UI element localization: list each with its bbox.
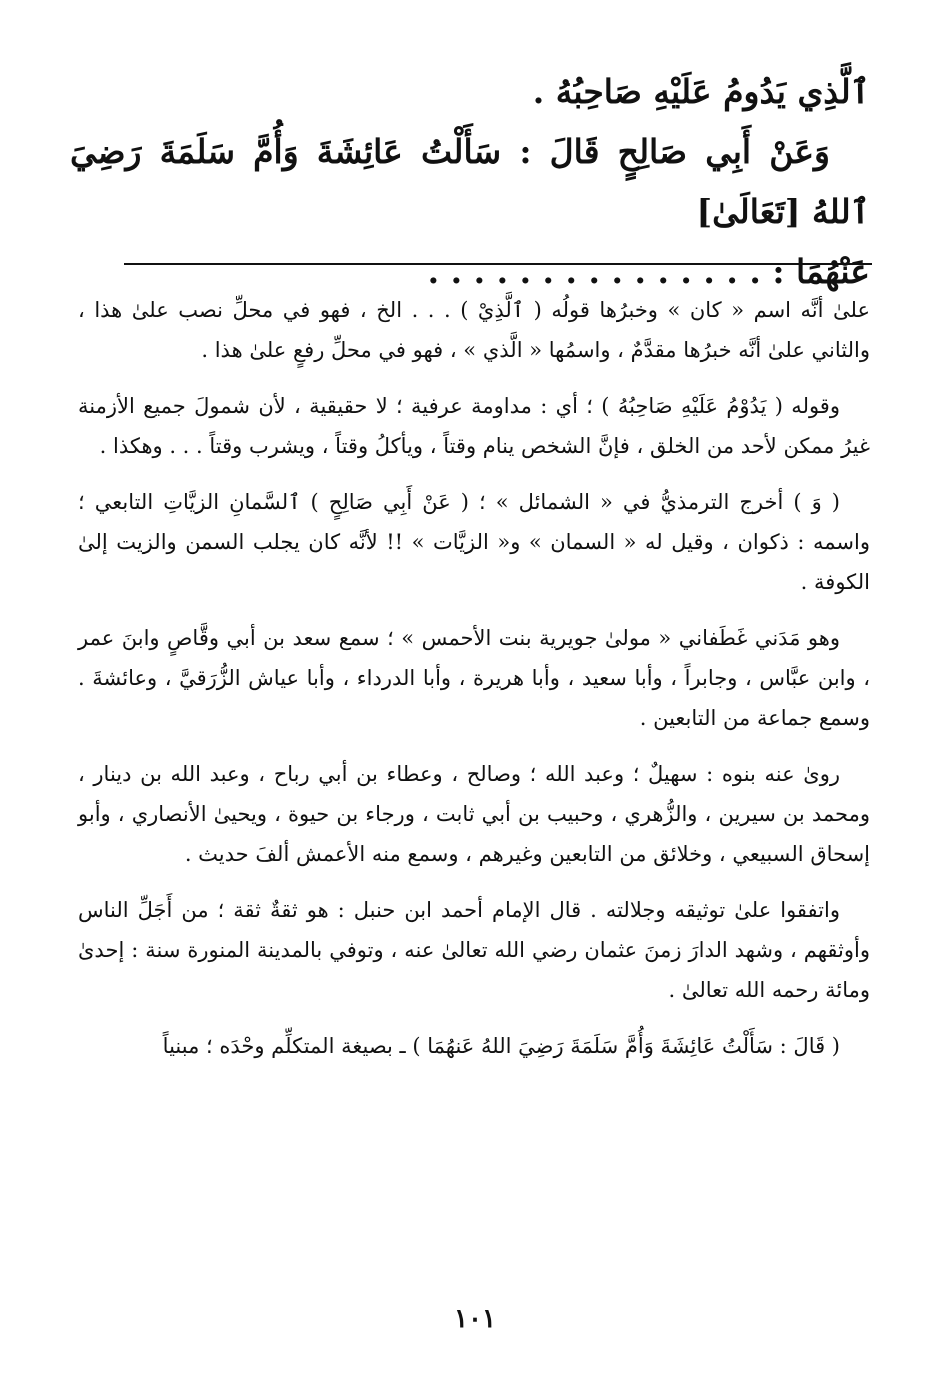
page-number: ١٠١ bbox=[454, 1304, 496, 1334]
commentary-paragraph: واتفقوا علىٰ توثيقه وجلالته . قال الإمام أحمد ابن حنبل : هو ثقةٌ ثقة ؛ من أَجَلِّ الناس وأوثقهم ، وشهد الدارَ زمنَ عثمان رضي الله تعالىٰ عنه ، وتوفي بالمدينة المنورة سنة : إحدىٰ ومائة رحمه الله تعالىٰ . bbox=[78, 898, 870, 1002]
commentary-paragraph: علىٰ أنَّه اسم « كان » وخبرُها قولُه ( ٱلَّذِيْ ) . . . الخ ، فهو في محلِّ نصب علىٰ هذا ، والثاني علىٰ أنَّه خبرُها مقدَّمٌ ، واسمُها « الَّذي » ، فهو في محلِّ رفعٍ علىٰ هذا . bbox=[78, 298, 870, 362]
commentary-paragraph: وهو مَدَني غَطَفاني « مولىٰ جويرية بنت الأحمس » ؛ سمع سعد بن أبي وقَّاصٍ وابنَ عمر ، وابن عبَّاس ، وجابراً ، وأبا سعيد ، وأبا هريرة ، وأبا الدرداء ، وأبا عياش الزُّرَقيَّ ، وعائشةَ . وسمع جماعة من التابعين . bbox=[78, 626, 870, 730]
commentary-text bbox=[78, 290, 870, 1066]
main-text-line-3: عَنْهُمَا : . . . . . . . . . . . . . . . bbox=[427, 252, 870, 291]
commentary-paragraph: ( قَالَ : سَأَلْتُ عَائِشَةَ وَأُمَّ سَلَمَةَ رَضِيَ اللهُ عَنهُمَا ) ـ بصيغة المتكلِّم وحْدَه ؛ مبنياً bbox=[162, 1034, 840, 1058]
commentary-paragraph: وقوله ( يَدُوْمُ عَلَيْهِ صَاحِبُهُ ) ؛ أي : مداومة عرفية ؛ لا حقيقية ، لأن شمولَ جميع الأزمنة غيرُ ممكن لأحد من الخلق ، فإنَّ الشخص ينام وقتاً ، ويأكلُ وقتاً ، ويشرب وقتاً . . . وهكذا . bbox=[78, 394, 870, 458]
commentary-paragraph: ( وَ ) أخرج الترمذيُّ في « الشمائل » ؛ ( عَنْ أَبِي صَالِحٍ ) ٱلسَّمانِ الزيَّاتِ التابعي ؛ واسمه : ذكوان ، وقيل له « السمان » و« الزيَّات » !! لأنَّه كان يجلب السمن والزيت إلىٰ الكوفة . bbox=[78, 490, 870, 594]
main-text-line-2: وَعَنْ أَبِي صَالِحٍ قَالَ : سَأَلْتُ عَائِشَةَ وَأُمَّ سَلَمَةَ رَضِيَ ٱللهُ [تَعَالَىٰ] bbox=[70, 132, 870, 231]
separator-line bbox=[124, 263, 872, 265]
main-text-line-1: ٱلَّذِي يَدُومُ عَلَيْهِ صَاحِبُهُ . bbox=[532, 72, 870, 111]
commentary-paragraph: روىٰ عنه بنوه : سهيلٌ ؛ وعبد الله ؛ وصالح ، وعطاء بن أبي رباح ، وعبد الله بن دينار ، ومحمد بن سيرين ، والزُّهري ، وحبيب بن أبي ثابت ، ورجاء بن حيوة ، ويحيىٰ الأنصاري ، وأبو إسحاق السبيعي ، وخلائق من التابعين وغيرهم ، وسمع منه الأعمش ألفَ حديث . bbox=[78, 762, 870, 866]
main-text bbox=[70, 62, 870, 302]
